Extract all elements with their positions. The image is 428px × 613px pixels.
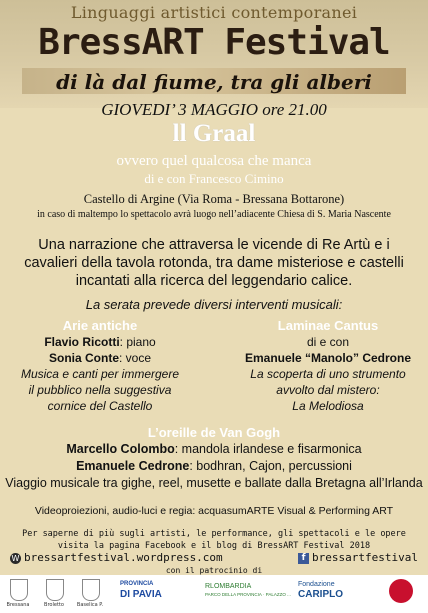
- performer-line: [0, 334, 200, 350]
- intro-text: Una narrazione che attraversa le vicende di Re Artù e i cavalieri della tavola rotonda, tra dame misteriose e castelli incantati alla ricerca del leggendario calice.: [24, 237, 404, 289]
- provincia-pavia-logo: [120, 581, 170, 603]
- performer-role: : mandola irlandese e fisarmonica: [174, 442, 362, 456]
- wordpress-icon: W: [11, 553, 20, 563]
- event-title: ll Graal: [172, 120, 256, 147]
- performer-line: [0, 441, 428, 458]
- facebook-link[interactable]: [298, 551, 418, 564]
- video-credit: Videoproiezioni, audio-luci e regia: acquasumARTE Visual & Performing ART: [34, 505, 394, 517]
- event-credit: di e con Francesco Cimino: [144, 171, 284, 186]
- more-info: [0, 528, 428, 552]
- performer-role: : bodhran, Cajon, percussioni: [189, 459, 352, 473]
- musical-intro: La serata prevede diversi interventi musicali:: [85, 297, 343, 312]
- arie-desc: il pubblico nella suggestiva: [28, 383, 172, 397]
- red-circle-logo-icon: [389, 579, 413, 603]
- facebook-name: bressartfestival: [312, 551, 418, 564]
- event-subtitle: ovvero quel qualcosa che manca: [116, 153, 312, 169]
- more-line: Per saperne di più sugli artisti, le performance, gli spettacoli e le opere: [22, 529, 406, 539]
- sponsor-strip: [0, 575, 428, 613]
- rain-note: in caso di maltempo lo spettacolo avrà luogo nell’adiacente Chiesa di S. Maria Nascente: [37, 209, 391, 220]
- performer-name: Emanuele Cedrone: [76, 459, 190, 473]
- laminae-desc: La scoperta di uno strumento: [250, 367, 406, 381]
- lombardia-logo: RLOMBARDIA: [205, 583, 252, 590]
- blog-link[interactable]: [10, 551, 223, 564]
- baselica-crest-icon: [82, 579, 100, 601]
- cariplo-logo: CARIPLO: [298, 589, 343, 600]
- festival-title: BressART Festival: [38, 22, 390, 63]
- crest-label: Baselica P.: [76, 602, 104, 608]
- arie-desc: Musica e canti per immergere: [20, 367, 180, 381]
- vangogh-section: [0, 424, 428, 492]
- event-date: GIOVEDI’ 3 MAGGIO ore 21.00: [101, 100, 327, 119]
- vangogh-desc: Viaggio musicale tra gighe, reel, musette e ballate dalla Bretagna all’Irlanda: [5, 476, 423, 490]
- performer-name: Flavio Ricotti: [44, 335, 120, 349]
- arie-heading: Arie antiche: [62, 318, 138, 333]
- arie-section: [0, 318, 200, 414]
- bressana-crest-icon: [10, 579, 28, 601]
- performer-name: Marcello Colombo: [66, 442, 175, 456]
- pavia-small: PROVINCIA: [120, 581, 154, 587]
- performer-name: Sonia Conte: [48, 351, 119, 365]
- laminae-section: [228, 318, 428, 414]
- performer-role: : voce: [119, 351, 152, 365]
- festival-tagline: di là dal fiume, tra gli alberi: [56, 70, 372, 94]
- blog-url: bressartfestival.wordpress.com: [24, 551, 223, 564]
- crest-label: Broletto: [44, 602, 64, 608]
- crest-label: Bressana: [6, 602, 30, 608]
- vangogh-heading: L’oreille de Van Gogh: [147, 425, 281, 440]
- laminae-by: di e con: [306, 335, 350, 349]
- broletto-crest-icon: [46, 579, 64, 601]
- laminae-heading: Laminae Cantus: [277, 318, 379, 333]
- performer-role: : piano: [119, 335, 156, 349]
- patron-label: con il patrocinio di: [165, 566, 263, 575]
- cariplo-small: Fondazione: [298, 581, 335, 588]
- performer-line: [0, 458, 428, 475]
- topline: Linguaggi artistici contemporanei: [70, 3, 358, 22]
- arie-desc: cornice del Castello: [47, 399, 153, 413]
- performer-name: Emanuele “Manolo” Cedrone: [244, 351, 412, 365]
- more-line: visita la pagina Facebook e il blog di BressART Festival 2018: [57, 541, 371, 551]
- pavia-big: DI PAVIA: [120, 589, 162, 600]
- performer-line: [0, 350, 200, 366]
- laminae-desc: La Melodiosa: [292, 399, 364, 413]
- event-venue: Castello di Argine (Via Roma - Bressana Bottarone): [83, 192, 345, 206]
- laminae-desc: avvolto dal mistero:: [276, 383, 380, 397]
- lombardia-sub: PARCO DELLA PROVINCIA · PALAZZO ...: [205, 592, 291, 597]
- facebook-icon: f: [298, 553, 309, 564]
